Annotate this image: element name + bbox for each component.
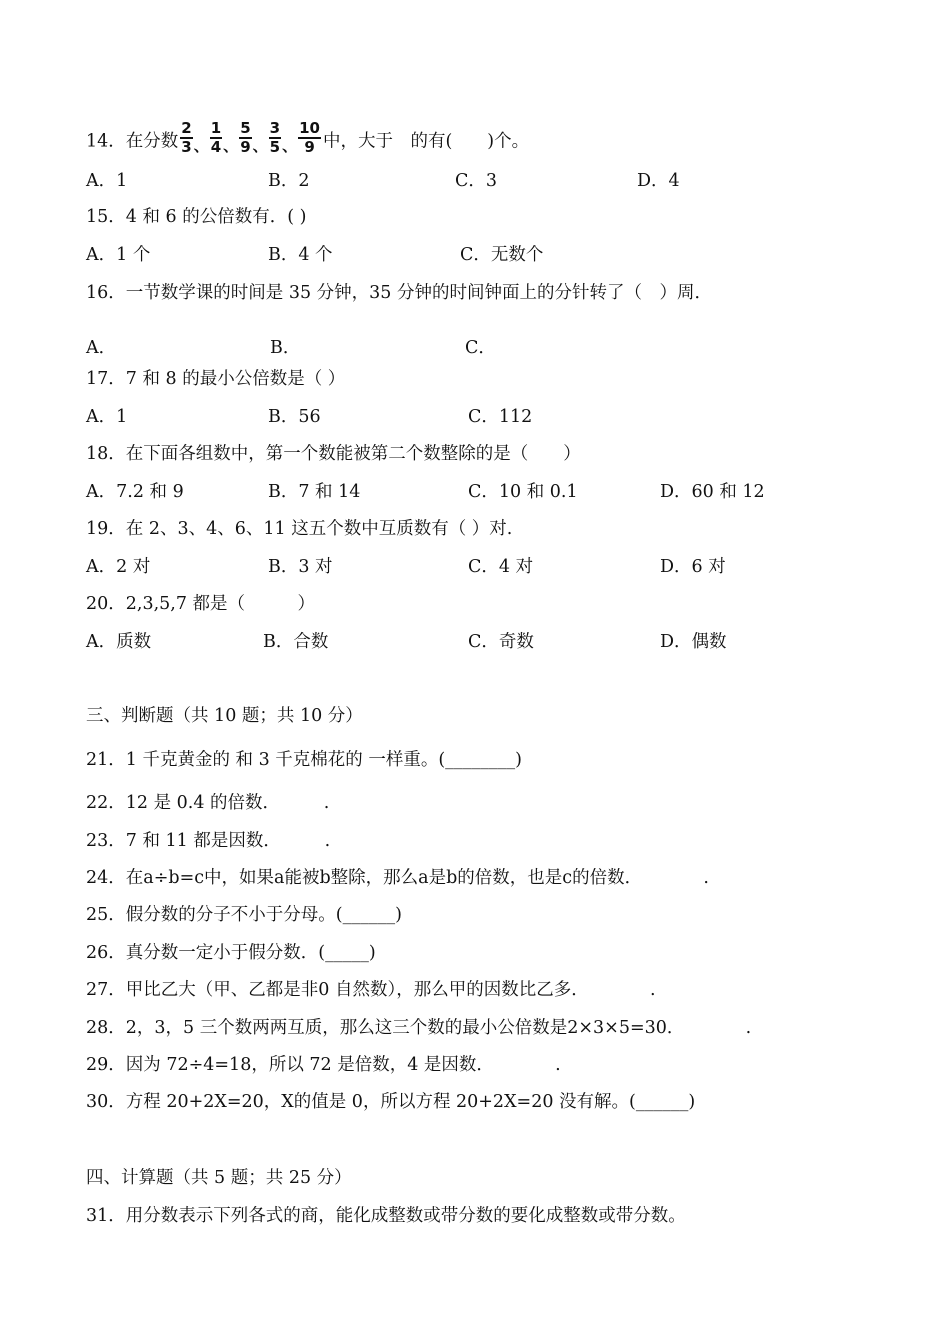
q15-option-a[interactable]: A．1 个 xyxy=(86,245,151,265)
question-26: 26．真分数一定小于假分数．(_____) xyxy=(86,943,376,963)
question-31: 31．用分数表示下列各式的商，能化成整数或带分数的要化成整数或带分数。 xyxy=(86,1206,686,1226)
q19-option-c[interactable]: C．4 对 xyxy=(468,557,534,577)
question-17: 17．7 和 8 的最小公倍数是（ ） xyxy=(86,369,346,389)
fraction-separator: 、 xyxy=(282,137,298,155)
q19-option-a[interactable]: A．2 对 xyxy=(86,557,151,577)
q19-option-d[interactable]: D．6 对 xyxy=(660,557,726,577)
q15-option-b[interactable]: B．4 个 xyxy=(268,245,333,265)
fraction-list xyxy=(180,120,321,156)
question-25: 25．假分数的分子不小于分母。(______) xyxy=(86,905,402,925)
question-28: 28．2，3，5 三个数两两互质，那么这三个数的最小公倍数是2×3×5=30． . xyxy=(86,1018,752,1038)
fraction-2-3: $\frac{2}{3}$ xyxy=(181,119,192,156)
question-16: 16．一节数学课的时间是 35 分钟，35 分钟的时间钟面上的分针转了（ ）周． xyxy=(86,283,712,303)
question-27: 27．甲比乙大（甲、乙都是非0 自然数），那么甲的因数比乙多． . xyxy=(86,980,656,1000)
q14-option-d[interactable]: D．4 xyxy=(637,171,680,191)
q14-option-b[interactable]: B．2 xyxy=(268,171,310,191)
question-20: 20．2,3,5,7 都是（ ） xyxy=(86,594,316,614)
question-23: 23．7 和 11 都是因数． . xyxy=(86,831,331,851)
q20-option-a[interactable]: A．质数 xyxy=(86,632,152,652)
q14-option-c[interactable]: C．3 xyxy=(455,171,498,191)
question-21: 21．1 千克黄金的 和 3 千克棉花的 一样重。(________) xyxy=(86,750,523,770)
question-22: 22．12 是 0.4 的倍数． . xyxy=(86,793,330,813)
question-24: 24．在a÷b=c中，如果a能被b整除，那么a是b的倍数，也是c的倍数． . xyxy=(86,868,709,888)
q14-option-a[interactable]: A．1 xyxy=(86,171,128,191)
q18-option-c[interactable]: C．10 和 0.1 xyxy=(468,482,578,502)
fraction-separator: 、 xyxy=(252,137,268,155)
question-14-suffix: 中，大于 的有( )个。 xyxy=(322,131,530,152)
fraction-separator: 、 xyxy=(193,137,209,155)
section-4-heading: 四、计算题（共 5 题；共 25 分） xyxy=(86,1168,352,1188)
section-3-heading: 三、判断题（共 10 题；共 10 分） xyxy=(86,706,363,726)
q16-option-b[interactable]: B． xyxy=(270,338,301,358)
q15-option-c[interactable]: C．无数个 xyxy=(460,245,544,265)
q20-option-c[interactable]: C．奇数 xyxy=(468,632,534,652)
q17-option-b[interactable]: B．56 xyxy=(268,407,321,427)
question-14 xyxy=(86,119,530,160)
question-18: 18．在下面各组数中，第一个数能被第二个数整除的是（ ） xyxy=(86,444,581,464)
q20-option-b[interactable]: B．合数 xyxy=(263,632,329,652)
fraction-10-9: $\frac{10}{9}$ xyxy=(299,119,320,156)
question-19: 19．在 2、3、4、6、11 这五个数中互质数有（ ）对. xyxy=(86,519,513,539)
q18-option-a[interactable]: A．7.2 和 9 xyxy=(86,482,184,502)
fraction-5-9: $\frac{5}{9}$ xyxy=(240,119,251,156)
q16-option-c[interactable]: C． xyxy=(465,338,496,358)
fraction-3-5: $\frac{3}{5}$ xyxy=(269,119,281,156)
question-30: 30．方程 20+2X=20，X的值是 0，所以方程 20+2X=20 没有解。(______) xyxy=(86,1092,696,1112)
question-15: 15．4 和 6 的公倍数有．( ) xyxy=(86,207,307,227)
q20-option-d[interactable]: D．偶数 xyxy=(660,632,727,652)
q18-option-b[interactable]: B．7 和 14 xyxy=(268,482,361,502)
q17-option-a[interactable]: A．1 xyxy=(86,407,128,427)
fraction-separator: 、 xyxy=(223,137,239,155)
q18-option-d[interactable]: D．60 和 12 xyxy=(660,482,765,502)
q16-option-a[interactable]: A． xyxy=(86,338,117,358)
q17-option-c[interactable]: C．112 xyxy=(468,407,533,427)
fraction-1-4: $\frac{1}{4}$ xyxy=(210,119,222,156)
question-14-prefix: 14．在分数 xyxy=(86,131,179,152)
question-29: 29．因为 72÷4=18，所以 72 是倍数，4 是因数． . xyxy=(86,1055,561,1075)
q19-option-b[interactable]: B．3 对 xyxy=(268,557,333,577)
